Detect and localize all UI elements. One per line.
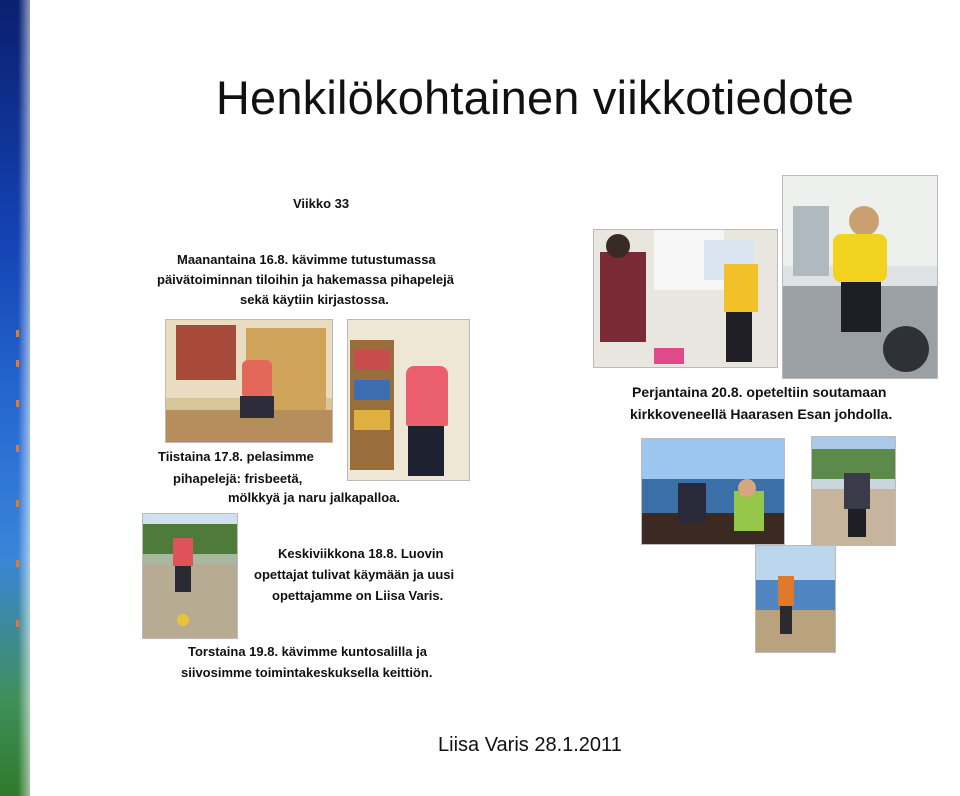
photo-locker-room — [165, 319, 333, 443]
friday-line-1: Perjantaina 20.8. opeteltiin soutamaan — [632, 384, 887, 400]
photo-molkky-game — [142, 513, 238, 639]
page-title: Henkilökohtainen viikkotiedote — [215, 71, 855, 124]
photo-lakeside — [755, 545, 836, 653]
footer-author-date: Liisa Varis 28.1.2011 — [438, 734, 622, 756]
wednesday-line-3: opettajamme on Liisa Varis. — [272, 588, 444, 603]
tuesday-line-3: mölkkyä ja naru jalkapalloa. — [228, 490, 400, 505]
photo-beach-person — [811, 436, 896, 546]
photo-boat-rowing — [641, 438, 785, 545]
side-bar-mark — [16, 620, 19, 627]
monday-line-3: sekä käytiin kirjastossa. — [240, 292, 389, 307]
monday-line-2: päivätoiminnan tiloihin ja hakemassa pihapelejä — [157, 272, 454, 287]
photo-kitchen-cleaning — [593, 229, 778, 368]
photo-gym — [782, 175, 938, 379]
week-label: Viikko 33 — [293, 196, 350, 211]
side-bar-mark — [16, 400, 19, 407]
tuesday-line-2: pihapelejä: frisbeetä, — [173, 471, 303, 486]
side-bar-mark — [16, 445, 19, 452]
wednesday-line-1: Keskiviikkona 18.8. Luovin — [278, 546, 444, 561]
monday-line-1: Maanantaina 16.8. kävimme tutustumassa — [177, 252, 436, 267]
side-bar-mark — [16, 500, 19, 507]
wednesday-line-2: opettajat tulivat käymään ja uusi — [254, 567, 455, 582]
side-bar-mark — [16, 330, 19, 337]
photo-library — [347, 319, 470, 481]
side-bar-mark — [16, 360, 19, 367]
tuesday-line-1: Tiistaina 17.8. pelasimme — [158, 449, 314, 464]
friday-line-2: kirkkoveneellä Haarasen Esan johdolla. — [630, 406, 893, 422]
side-bar-mark — [16, 560, 19, 567]
thursday-line-2: siivosimme toimintakeskuksella keittiön. — [181, 665, 433, 680]
thursday-line-1: Torstaina 19.8. kävimme kuntosalilla ja — [188, 644, 427, 659]
